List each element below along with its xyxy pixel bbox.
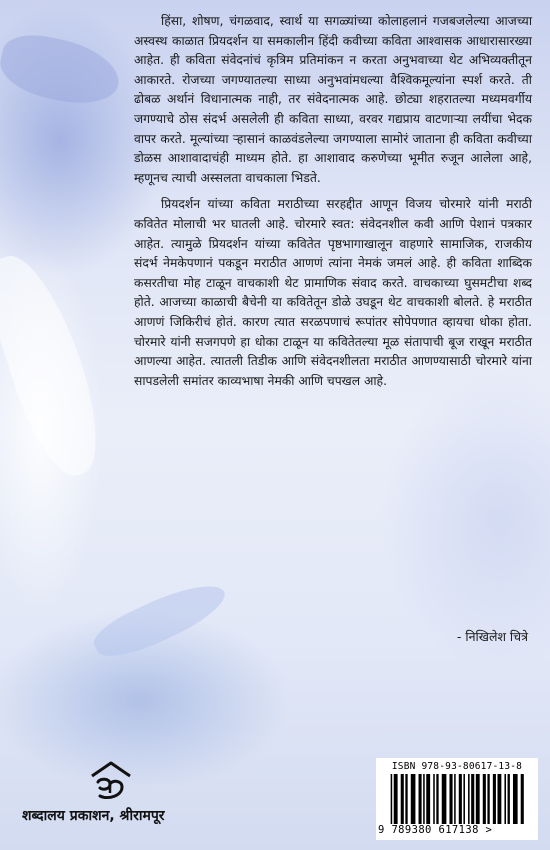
barcode-bar bbox=[442, 774, 447, 824]
barcode-bar bbox=[487, 774, 489, 824]
paint-stroke bbox=[0, 28, 125, 112]
barcode-bar bbox=[521, 774, 524, 824]
blurb-paragraph-1: हिंसा, शोषण, चंगळवाद, स्वार्थ या सगळ्यांच्या कोलाहलानं गजबजलेल्या आजच्या अस्वस्थ काळात प्रियदर्शन या समकालीन हिंदी कवीच्या कविता आश्वासक आधारासारख्या आहेत. ही कविता संवेदनांचं कृत्रिम प्रतिमांकन न करता अनुभवाच्या थेट अभिव्यक्तीतून आकारते. रोजच्या जगण्यातल्या साध्या अनुभवांमधल्या वैश्विकमूल्यांना स्पर्श करते. ती ढोबळ अर्थानं विधानात्मक नाही, तर संवेदनात्मक आहे. छोट्या शहरातल्या मध्यमवर्गीय जगण्याचे ठोस संदर्भ असलेली ही कविता साध्या, वरवर गद्यप्राय वाटणाऱ्या लयींचा भेदक वापर करते. मूल्यांच्या ऱ्हासानं काळवंडलेल्या जगण्याला सामोरं जाताना ही कविता कवीच्या डोळस आशावादाचंही माध्यम होते. हा आशावाद करुणेच्या भूमीत रुजून आलेला आहे, म्हणूनच त्याची अस्सलता वाचकाला भिडते. bbox=[134, 14, 532, 185]
barcode-bar bbox=[401, 774, 404, 824]
barcode-bar bbox=[411, 774, 416, 824]
paint-stroke bbox=[88, 572, 232, 667]
barcode-bar bbox=[423, 774, 425, 824]
barcode-bar bbox=[508, 774, 510, 824]
isbn-text: ISBN 978-93-80617-13-8 bbox=[391, 761, 523, 772]
barcode-bar bbox=[426, 774, 430, 824]
barcode-bar bbox=[459, 774, 462, 824]
barcode-bar bbox=[483, 774, 486, 824]
publisher-name: शब्दालय प्रकाशन, श्रीरामपूर bbox=[22, 808, 165, 824]
barcode-bar bbox=[497, 774, 501, 824]
barcode-bar bbox=[504, 774, 506, 824]
barcode-bar bbox=[433, 774, 435, 824]
barcode-bar bbox=[419, 774, 422, 824]
barcode-bar bbox=[513, 774, 518, 824]
barcode-bar bbox=[454, 774, 456, 824]
blurb-paragraph-2: प्रियदर्शन यांच्या कविता मराठीच्या सरहद्दीत आणून विजय चोरमारे यांनी मराठी कवितेत मोलाची भर घातली आहे. चोरमारे स्वत: संवेदनशील कवी आणि पेशानं पत्रकार आहेत. त्यामुळे प्रियदर्शन यांच्या कवितेत पृष्ठभागाखालून वाहणारे सामाजिक, राजकीय संदर्भ नेमकेपणानं पकडून मराठीत आणणं त्यांना नेमकं जमलं आहे. ही कविता शाब्दिक कसरतीचा मोह टाळून वाचकाशी थेट प्रामाणिक संवाद करते. वाचकाच्या घुसमटीचा शब्द होते. आजच्या काळाची बैचेनी या कवितेतून डोळे उघडून थेट वाचकाशी बोलते. हे मराठीत आणणं जिकिरीचं होतं. कारण त्यात सरळपणाचं रूपांतर सोपेपणात व्हायचा धोका होता. चोरमारे यांनी सजगपणे हा धोका टाळून या कवितेतल्या मूळ संतापाची बूज राखून मराठीत आणल्या आहेत. त्यातली तिडीक आणि संवेदनशीलता मराठीत आणण्यासाठी चोरमारे यांना सापडलेली समांतर काव्यभाषा नेमकी आणि चपखल आहे. bbox=[134, 197, 532, 388]
barcode-bar bbox=[493, 774, 496, 824]
blurb-signature: - निखिलेश चित्रे bbox=[456, 629, 528, 644]
barcode-bar bbox=[468, 774, 470, 824]
barcode-bar bbox=[405, 774, 407, 824]
barcode-bars bbox=[386, 774, 530, 824]
barcode-bar bbox=[449, 774, 452, 824]
blurb-text bbox=[134, 12, 532, 391]
barcode-bar bbox=[391, 774, 393, 824]
barcode-bar bbox=[394, 774, 398, 824]
shabdalay-logo-icon bbox=[86, 760, 136, 802]
barcode-bar bbox=[436, 774, 438, 824]
barcode-bar bbox=[476, 774, 480, 824]
barcode-digits: 9 789380 617138 > bbox=[378, 824, 493, 836]
paint-stroke bbox=[0, 245, 114, 485]
barcode-bar bbox=[471, 774, 474, 824]
barcode bbox=[376, 758, 538, 840]
barcode-bar bbox=[463, 774, 465, 824]
